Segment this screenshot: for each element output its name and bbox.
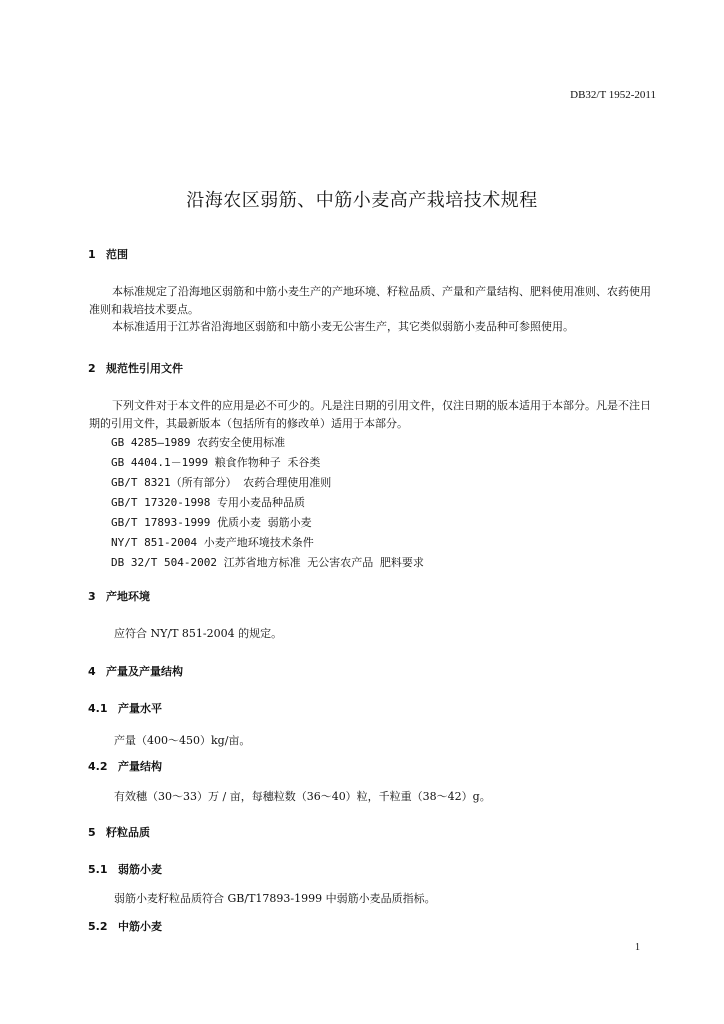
paragraph: 弱筋小麦籽粒品质符合 GB/T17893-1999 中弱筋小麦品质指标。 [114, 892, 436, 905]
section-number: 4 [88, 665, 96, 678]
section-title: 范围 [106, 248, 128, 261]
document-code: DB32/T 1952-2011 [570, 89, 656, 101]
section-title: 规范性引用文件 [106, 362, 183, 375]
subsection-heading-yield-level [88, 700, 162, 716]
section-number: 5.2 [88, 920, 108, 933]
section-number: 2 [88, 362, 96, 375]
section-heading-references [88, 360, 183, 376]
reference-item: DB 32/T 504-2002 江苏省地方标准 无公害农产品 肥料要求 [111, 556, 424, 569]
document-title: 沿海农区弱筋、中筋小麦高产栽培技术规程 [186, 190, 538, 211]
section-heading-scope [88, 246, 128, 262]
subsection-heading-yield-structure [88, 758, 162, 774]
section-body-scope [89, 283, 657, 336]
paragraph: 应符合 NY/T 851-2004 的规定。 [114, 627, 283, 640]
section-title: 弱筋小麦 [118, 863, 162, 876]
section-title: 产量结构 [118, 760, 162, 773]
page-number: 1 [635, 942, 640, 953]
reference-item: GB 4285—1989 农药安全使用标准 [111, 436, 286, 449]
section-heading-yield [88, 663, 183, 679]
paragraph: 产量（400～450）kg/亩。 [114, 734, 251, 747]
reference-item: GB/T 8321（所有部分） 农药合理使用准则 [111, 476, 332, 489]
paragraph: 本标准规定了沿海地区弱筋和中筋小麦生产的产地环境、籽粒品质、产量和产量结构、肥料使用准则、农药使用准则和栽培技术要点。 [89, 285, 651, 316]
subsection-heading-medium-gluten [88, 918, 162, 934]
section-title: 产量及产量结构 [106, 665, 183, 678]
paragraph: 有效穗（30～33）万 / 亩，每穗粒数（36～40）粒，千粒重（38～42）g。 [114, 790, 491, 803]
section-title: 籽粒品质 [106, 826, 150, 839]
section-title: 中筋小麦 [118, 920, 162, 933]
subsection-heading-weak-gluten [88, 861, 162, 877]
reference-item: GB 4404.1－1999 粮食作物种子 禾谷类 [111, 456, 321, 469]
section-number: 5 [88, 826, 96, 839]
reference-list [111, 433, 424, 573]
reference-item: GB/T 17893-1999 优质小麦 弱筋小麦 [111, 516, 312, 529]
reference-item: GB/T 17320-1998 专用小麦品种品质 [111, 496, 305, 509]
section-number: 1 [88, 248, 96, 261]
section-heading-environment [88, 588, 150, 604]
paragraph: 本标准适用于江苏省沿海地区弱筋和中筋小麦无公害生产，其它类似弱筋小麦品种可参照使用。 [112, 320, 574, 333]
section-heading-grain-quality [88, 824, 150, 840]
section-number: 4.1 [88, 702, 108, 715]
section-number: 5.1 [88, 863, 108, 876]
section-title: 产地环境 [106, 590, 150, 603]
section-body-references [89, 397, 657, 432]
reference-item: NY/T 851-2004 小麦产地环境技术条件 [111, 536, 314, 549]
paragraph: 下列文件对于本文件的应用是必不可少的。凡是注日期的引用文件，仅注日期的版本适用于本部分。凡是不注日期的引用文件，其最新版本（包括所有的修改单）适用于本部分。 [89, 399, 651, 430]
section-title: 产量水平 [118, 702, 162, 715]
section-number: 4.2 [88, 760, 108, 773]
section-number: 3 [88, 590, 96, 603]
